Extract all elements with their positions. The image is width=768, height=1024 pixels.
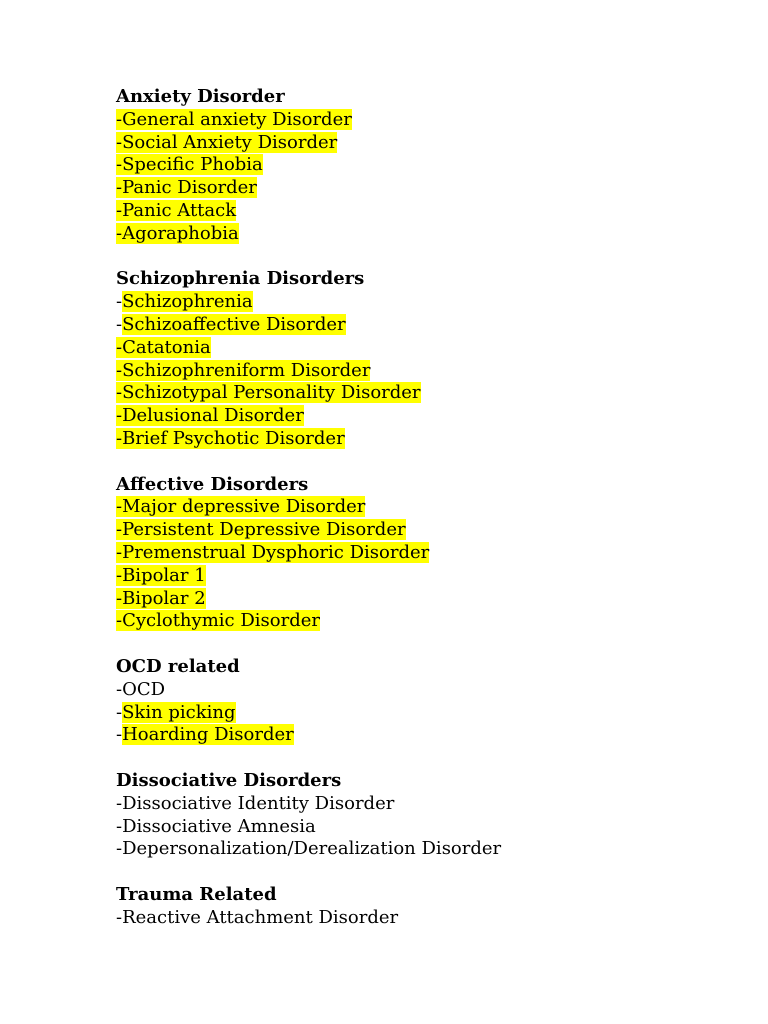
list-item	[116, 337, 736, 360]
list-item	[116, 177, 736, 200]
item-highlighted-text: Hoarding Disorder	[122, 724, 294, 746]
list-item	[116, 565, 736, 588]
section-trauma-related	[116, 884, 736, 930]
list-item	[116, 382, 736, 405]
list-item	[116, 816, 736, 839]
item-highlighted-text: -Specific Phobia	[116, 154, 263, 176]
list-item	[116, 610, 736, 633]
list-item	[116, 793, 736, 816]
item-highlighted-text: -General anxiety Disorder	[116, 108, 352, 130]
list-item	[116, 702, 736, 725]
section-heading: OCD related	[116, 655, 240, 677]
document-page	[116, 86, 736, 952]
item-plain-text: -	[116, 291, 123, 313]
list-item	[116, 154, 736, 177]
item-highlighted-text: -Panic Attack	[116, 199, 237, 221]
list-item	[116, 223, 736, 246]
section-heading: Dissociative Disorders	[116, 769, 342, 791]
item-highlighted-text: -Bipolar 1	[116, 564, 206, 586]
section-affective-disorders	[116, 474, 736, 634]
list-item	[116, 405, 736, 428]
item-plain-text: -Dissociative Amnesia	[116, 815, 316, 837]
section-schizophrenia-disorders	[116, 268, 736, 450]
item-highlighted-text: Schizoaffective Disorder	[122, 313, 346, 335]
list-item	[116, 679, 736, 702]
section-heading: Schizophrenia Disorders	[116, 268, 365, 290]
item-plain-text: -	[116, 724, 123, 746]
list-item	[116, 109, 736, 132]
item-highlighted-text: -Catatonia	[116, 336, 211, 358]
item-highlighted-text: -Panic Disorder	[116, 177, 257, 199]
item-plain-text: -Depersonalization/Derealization Disorder	[116, 838, 502, 860]
item-highlighted-text: -Cyclothymic Disorder	[116, 610, 320, 632]
item-highlighted-text: Schizophrenia	[122, 291, 253, 313]
list-item	[116, 200, 736, 223]
list-item	[116, 314, 736, 337]
list-item	[116, 542, 736, 565]
list-item	[116, 132, 736, 155]
item-highlighted-text: -Major depressive Disorder	[116, 496, 366, 518]
list-item	[116, 724, 736, 747]
section-ocd-related	[116, 656, 736, 747]
list-item	[116, 291, 736, 314]
section-heading: Anxiety Disorder	[116, 86, 285, 107]
item-highlighted-text: -Premenstrual Dysphoric Disorder	[116, 541, 430, 563]
list-item	[116, 428, 736, 451]
item-highlighted-text: -Social Anxiety Disorder	[116, 131, 338, 153]
item-highlighted-text: -Bipolar 2	[116, 587, 206, 609]
item-highlighted-text: Skin picking	[122, 701, 236, 723]
item-plain-text: -Dissociative Identity Disorder	[116, 792, 395, 814]
item-plain-text: -OCD	[116, 678, 166, 700]
item-highlighted-text: -Schizotypal Personality Disorder	[116, 382, 421, 404]
item-plain-text: -	[116, 701, 123, 723]
item-highlighted-text: -Agoraphobia	[116, 222, 239, 244]
item-highlighted-text: -Delusional Disorder	[116, 405, 304, 427]
item-highlighted-text: -Persistent Depressive Disorder	[116, 519, 406, 541]
item-plain-text: -Reactive Attachment Disorder	[116, 906, 399, 928]
section-anxiety-disorder	[116, 86, 736, 246]
list-item	[116, 519, 736, 542]
section-heading: Trauma Related	[116, 883, 277, 905]
item-highlighted-text: -Brief Psychotic Disorder	[116, 427, 345, 449]
list-item	[116, 907, 736, 930]
section-dissociative-disorders	[116, 770, 736, 861]
list-item	[116, 360, 736, 383]
list-item	[116, 838, 736, 861]
list-item	[116, 496, 736, 519]
list-item	[116, 588, 736, 611]
section-heading: Affective Disorders	[116, 473, 309, 495]
item-highlighted-text: -Schizophreniform Disorder	[116, 359, 371, 381]
item-plain-text: -	[116, 313, 123, 335]
